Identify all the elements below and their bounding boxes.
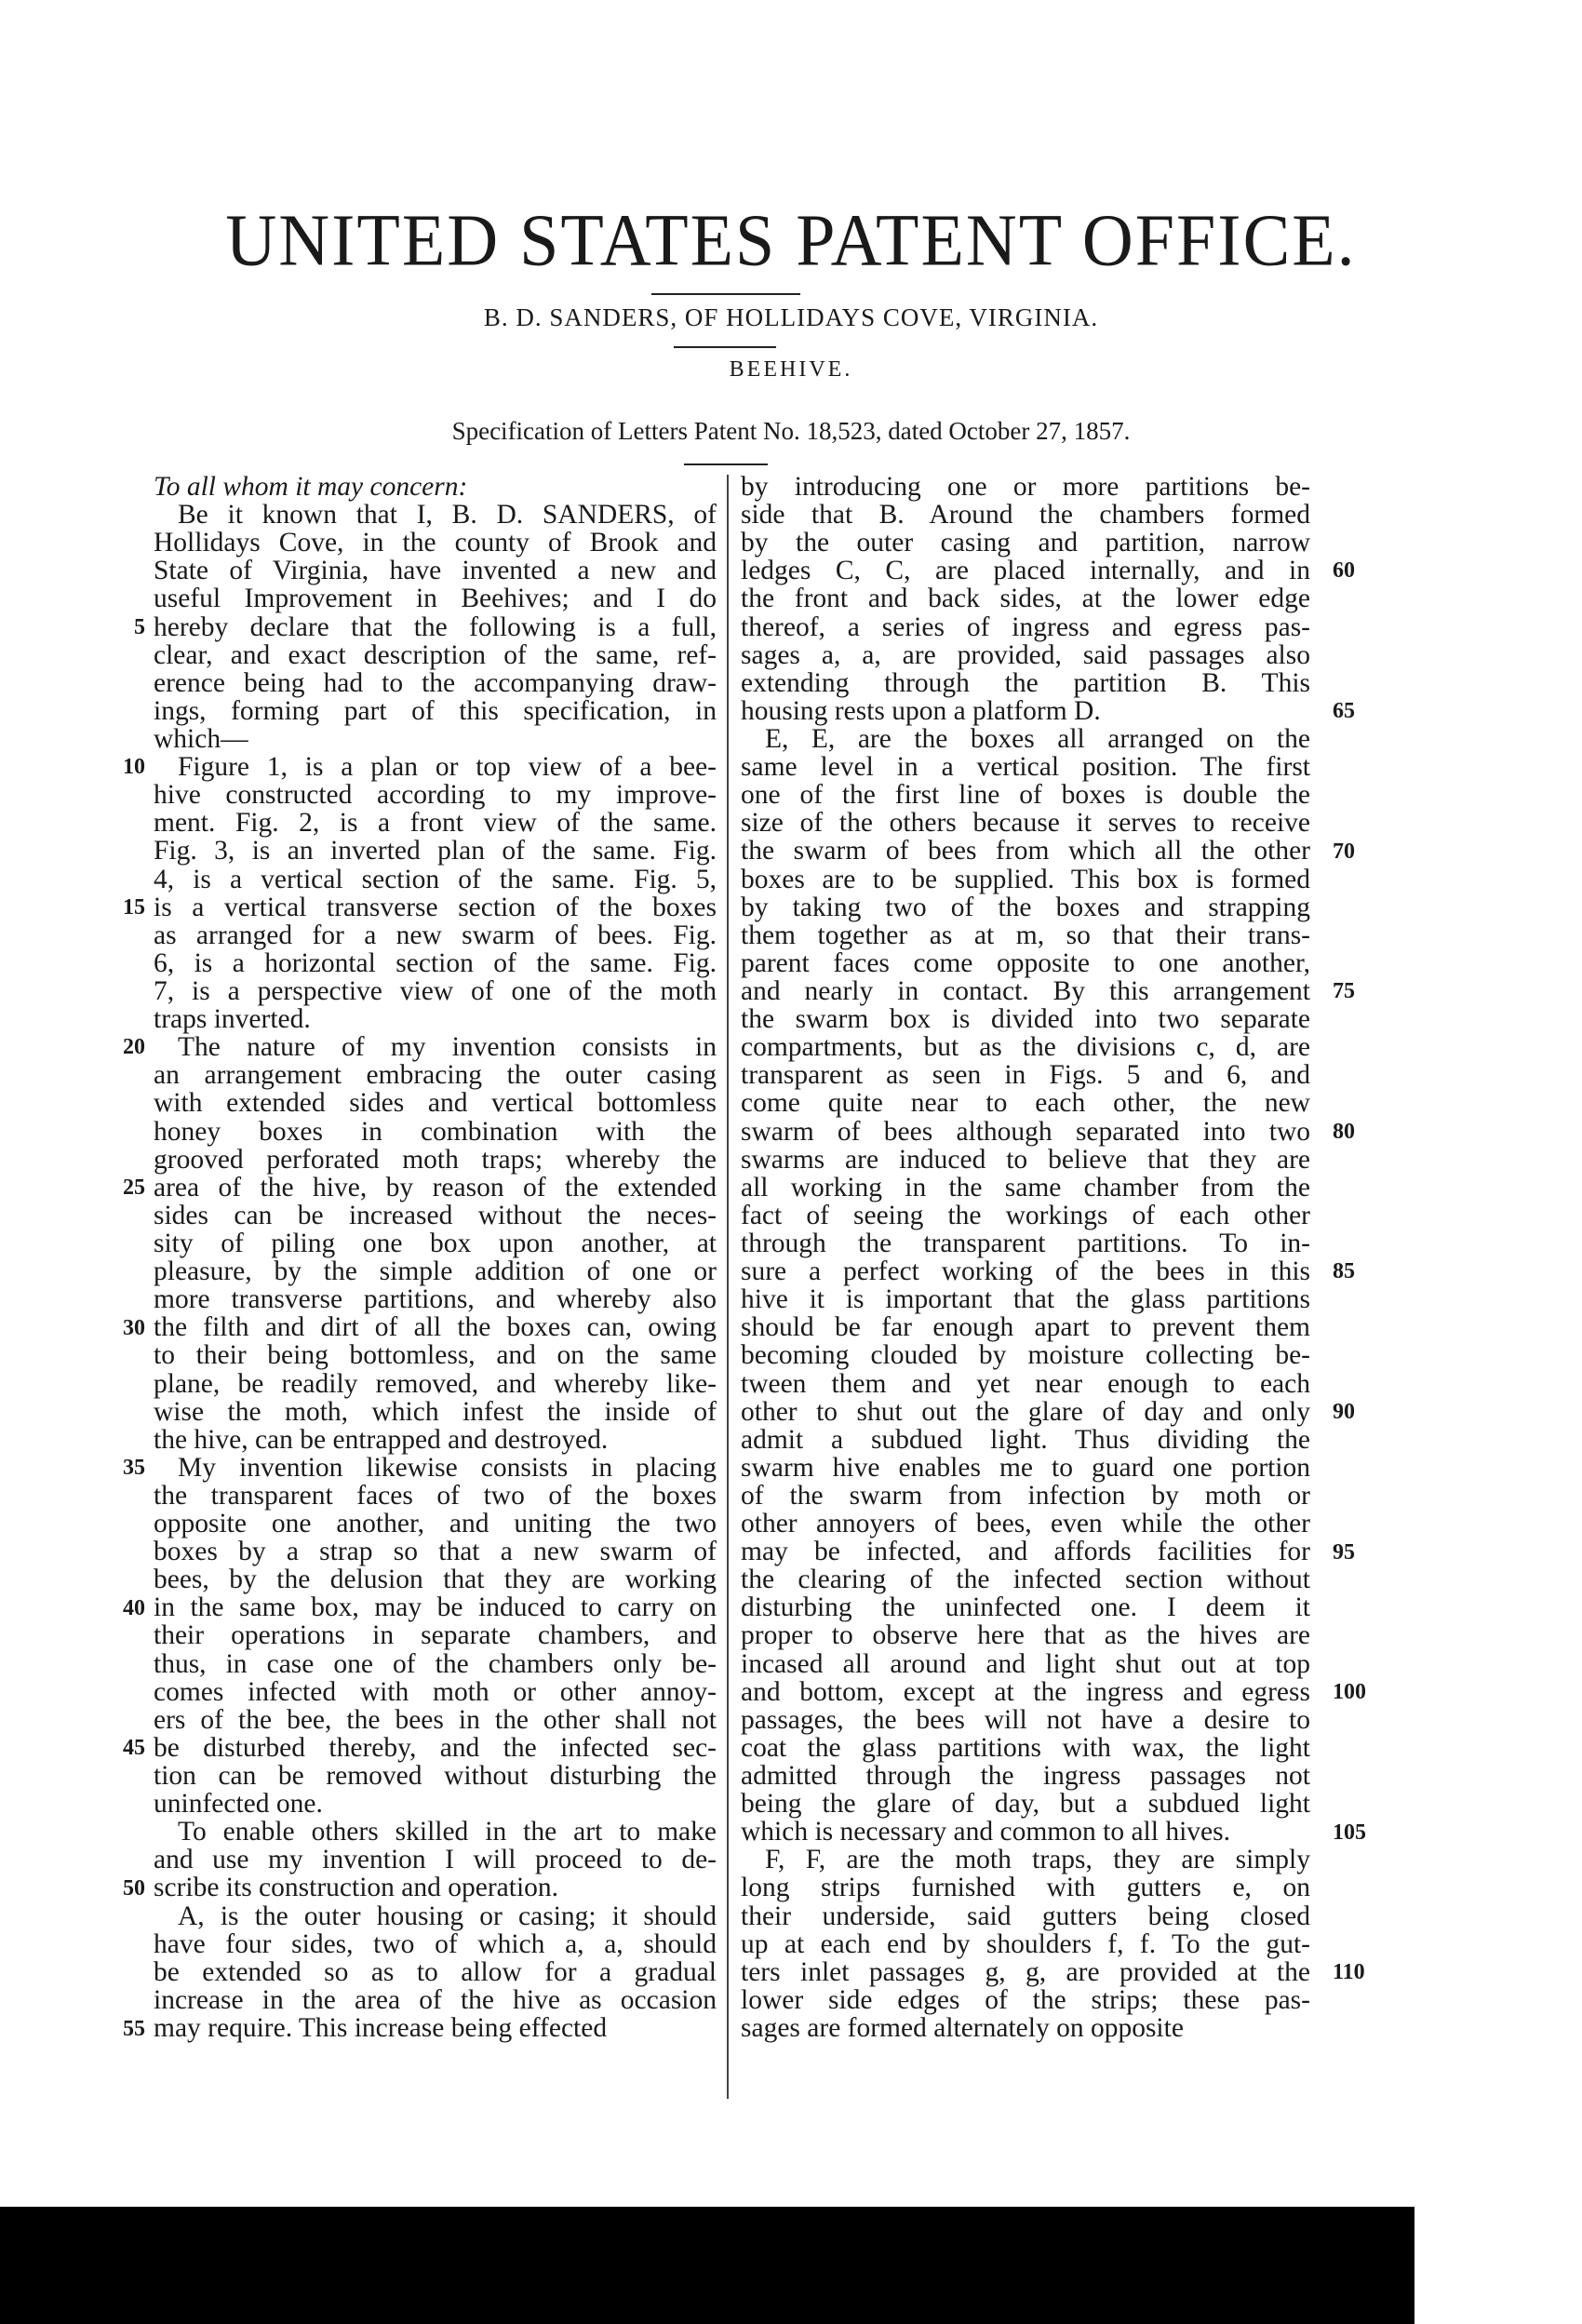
text-line: sides can be increased without the neces- (154, 1200, 717, 1230)
text-line: Figure 1, is a plan or top view of a bee- (178, 752, 717, 783)
text-line: thus, in case one of the chambers only be- (154, 1648, 717, 1679)
text-line: and nearly in contact. By this arrangement (741, 975, 1310, 1006)
text-line: 4, is a vertical section of the same. Fig. 5, (154, 864, 717, 894)
line-number: 110 (1333, 1960, 1365, 1985)
text-line: their operations in separate chambers, and (154, 1620, 717, 1651)
text-line: the swarm of bees from which all the other (741, 836, 1310, 866)
line-number: 45 (123, 1736, 145, 1761)
text-line: hive constructed according to my improve- (154, 780, 717, 811)
text-line: erence being had to the accompanying draw- (154, 667, 717, 698)
text-line: 6, is a horizontal section of the same. Fig. (154, 947, 717, 978)
text-line: may require. This increase being effected (154, 2013, 608, 2044)
patent-office-title: UNITED STATES PATENT OFFICE. (225, 198, 1357, 282)
text-line: them together as at m, so that their trans- (741, 920, 1310, 950)
text-line: hereby declare that the following is a full, (154, 611, 717, 642)
specification-line: Specification of Letters Patent No. 18,523, dated October 27, 1857. (451, 417, 1131, 445)
text-line: swarm of bees although separated into two (741, 1116, 1310, 1147)
text-line: size of the others because it serves to receive (741, 808, 1310, 839)
text-line: same level in a vertical position. The first (741, 752, 1310, 783)
invention-subject: BEEHIVE. (729, 357, 853, 382)
text-line: lower side edges of the strips; these pas- (741, 1984, 1310, 2015)
text-line: may be infected, and affords facilities for (741, 1537, 1310, 1567)
text-line: boxes by a strap so that a new swarm of (154, 1537, 717, 1567)
text-line: ment. Fig. 2, is a front view of the same. (154, 808, 717, 839)
text-line: increase in the area of the hive as occasion (154, 1984, 717, 2015)
column-divider (727, 475, 729, 2099)
text-line: other annoyers of bees, even while the other (741, 1509, 1310, 1539)
text-line: to their being bottomless, and on the same (154, 1340, 717, 1371)
text-line: be disturbed thereby, and the infected sec- (154, 1732, 717, 1763)
text-line: thereof, a series of ingress and egress pas- (741, 611, 1310, 642)
text-line: swarm hive enables me to guard one portion (741, 1452, 1310, 1483)
line-number: 20 (123, 1035, 145, 1060)
text-line: extending through the partition B. This (741, 667, 1310, 698)
text-line: ters inlet passages g, g, are provided at the (741, 1956, 1310, 1987)
text-line: in the same box, may be induced to carry on (154, 1592, 717, 1623)
scan-edge-band (0, 2207, 1414, 2324)
text-line: My invention likewise consists in placing (178, 1452, 717, 1483)
text-line: incased all around and light shut out at top (741, 1648, 1310, 1679)
text-line: Hollidays Cove, in the county of Brook and (154, 528, 717, 558)
text-line: by taking two of the boxes and strapping (741, 892, 1310, 922)
text-line: wise the moth, which infest the inside of (154, 1396, 717, 1427)
text-line: Fig. 3, is an inverted plan of the same. Fig. (154, 836, 717, 866)
text-line: be extended so as to allow for a gradual (154, 1956, 717, 1987)
text-line: honey boxes in combination with the (154, 1116, 717, 1147)
text-line: E, E, are the boxes all arranged on the (765, 723, 1310, 754)
line-number: 35 (123, 1456, 145, 1481)
text-line: the front and back sides, at the lower edge (741, 584, 1310, 614)
text-line: transparent as seen in Figs. 5 and 6, and (741, 1060, 1310, 1091)
text-line: one of the first line of boxes is double the (741, 780, 1310, 811)
text-line: of the swarm from infection by moth or (741, 1480, 1310, 1511)
line-number: 10 (123, 755, 145, 780)
line-number: 65 (1333, 698, 1355, 723)
text-line: the transparent faces of two of the boxes (154, 1480, 717, 1511)
text-line: an arrangement embracing the outer casing (154, 1060, 717, 1091)
title-divider (651, 293, 800, 295)
text-line: should be far enough apart to prevent them (741, 1312, 1310, 1343)
text-line: other to shut out the glare of day and only (741, 1396, 1310, 1427)
text-line: parent faces come opposite to one another, (741, 947, 1310, 978)
text-line: being the glare of day, but a subdued light (741, 1789, 1310, 1820)
text-line: through the transparent partitions. To in- (741, 1228, 1310, 1258)
line-number: 95 (1333, 1539, 1355, 1565)
text-line: comes infected with moth or other annoy- (154, 1676, 717, 1707)
text-line: ledges C, C, are placed internally, and in (741, 556, 1310, 586)
text-line: To enable others skilled in the art to make (178, 1817, 717, 1847)
text-line: which is necessary and common to all hives. (741, 1817, 1230, 1847)
text-line: sages are formed alternately on opposite (741, 2013, 1184, 2044)
text-line: compartments, but as the divisions c, d, are (741, 1032, 1310, 1063)
specification-divider (684, 463, 768, 465)
text-line: swarms are induced to believe that they are (741, 1144, 1310, 1175)
text-line: area of the hive, by reason of the extended (154, 1172, 717, 1202)
text-line: sity of piling one box upon another, at (154, 1228, 717, 1258)
text-line: side that B. Around the chambers formed (741, 500, 1310, 531)
text-line: boxes are to be supplied. This box is formed (741, 864, 1310, 894)
text-line: 7, is a perspective view of one of the moth (154, 975, 717, 1006)
text-line: traps inverted. (154, 1004, 311, 1035)
line-number: 100 (1333, 1680, 1366, 1705)
text-line: tion can be removed without disturbing the (154, 1761, 717, 1792)
line-number: 5 (134, 614, 145, 639)
text-line: scribe its construction and operation. (154, 1873, 559, 1903)
text-line: passages, the bees will not have a desire to (741, 1704, 1310, 1735)
text-line: up at each end by shoulders f, f. To the gut- (741, 1928, 1310, 1959)
left-text-column (154, 473, 717, 2042)
line-number: 80 (1333, 1119, 1355, 1144)
text-line: The nature of my invention consists in (178, 1032, 717, 1063)
text-line: pleasure, by the simple addition of one or (154, 1256, 717, 1287)
text-line: and bottom, except at the ingress and egress (741, 1676, 1310, 1707)
text-line: by introducing one or more partitions be- (741, 472, 1310, 502)
text-line: long strips furnished with gutters e, on (741, 1873, 1310, 1903)
text-line: Be it known that I, B. D. SANDERS, of (178, 500, 717, 531)
text-line: A, is the outer housing or casing; it should (178, 1901, 717, 1931)
inventor-line: B. D. SANDERS, OF HOLLIDAYS COVE, VIRGINIA. (483, 303, 1099, 331)
text-line: and use my invention I will proceed to de- (154, 1845, 717, 1875)
text-line: clear, and exact description of the same, ref- (154, 639, 717, 670)
text-line: uninfected one. (154, 1789, 323, 1820)
text-line: have four sides, two of which a, a, should (154, 1928, 717, 1959)
right-text-column (741, 473, 1310, 2042)
line-number: 25 (123, 1175, 145, 1200)
text-line: disturbing the uninfected one. I deem it (741, 1592, 1310, 1623)
text-line: State of Virginia, have invented a new and (154, 556, 717, 586)
inventor-divider (674, 346, 776, 348)
text-line: their underside, said gutters being closed (741, 1901, 1310, 1931)
text-line: sages a, a, are provided, said passages also (741, 639, 1310, 670)
text-line: the hive, can be entrapped and destroyed. (154, 1424, 609, 1455)
text-line: useful Improvement in Beehives; and I do (154, 584, 717, 614)
line-number: 70 (1333, 839, 1355, 864)
text-line: with extended sides and vertical bottomless (154, 1088, 717, 1119)
text-line: is a vertical transverse section of the boxes (154, 892, 717, 922)
text-line: admit a subdued light. Thus dividing the (741, 1424, 1310, 1455)
text-line: fact of seeing the workings of each other (741, 1200, 1310, 1230)
text-line: the clearing of the infected section without (741, 1565, 1310, 1595)
text-line: tween them and yet near enough to each (741, 1368, 1310, 1399)
text-line: all working in the same chamber from the (741, 1172, 1310, 1202)
text-line: more transverse partitions, and whereby also (154, 1284, 717, 1315)
line-number: 50 (123, 1876, 145, 1901)
line-number: 75 (1333, 979, 1355, 1004)
line-number: 40 (123, 1595, 145, 1620)
line-number: 60 (1333, 558, 1355, 584)
text-line: admitted through the ingress passages not (741, 1761, 1310, 1792)
text-line: ings, forming part of this specification, in (154, 695, 717, 726)
text-line: opposite one another, and uniting the two (154, 1509, 717, 1539)
text-line: the filth and dirt of all the boxes can, owing (154, 1312, 717, 1343)
line-number: 85 (1333, 1259, 1355, 1284)
text-line: plane, be readily removed, and whereby like- (154, 1368, 717, 1399)
text-line: sure a perfect working of the bees in this (741, 1256, 1310, 1287)
text-line: F, F, are the moth traps, they are simply (765, 1845, 1310, 1875)
text-line: becoming clouded by moisture collecting be- (741, 1340, 1310, 1371)
text-line: To all whom it may concern: (154, 472, 468, 502)
line-number: 90 (1333, 1399, 1355, 1424)
line-number: 30 (123, 1315, 145, 1340)
line-number: 105 (1333, 1820, 1366, 1845)
line-number: 15 (123, 894, 145, 920)
text-line: grooved perforated moth traps; whereby the (154, 1144, 717, 1175)
text-line: come quite near to each other, the new (741, 1088, 1310, 1119)
text-line: as arranged for a new swarm of bees. Fig. (154, 920, 717, 950)
text-line: bees, by the delusion that they are working (154, 1565, 717, 1595)
text-line: by the outer casing and partition, narrow (741, 528, 1310, 558)
text-line: proper to observe here that as the hives are (741, 1620, 1310, 1651)
text-line: housing rests upon a platform D. (741, 695, 1101, 726)
text-line: ers of the bee, the bees in the other shall not (154, 1704, 717, 1735)
line-number: 55 (123, 2016, 145, 2041)
text-line: which— (154, 723, 248, 754)
text-line: the swarm box is divided into two separate (741, 1004, 1310, 1035)
text-line: coat the glass partitions with wax, the light (741, 1732, 1310, 1763)
text-line: hive it is important that the glass partitions (741, 1284, 1310, 1315)
